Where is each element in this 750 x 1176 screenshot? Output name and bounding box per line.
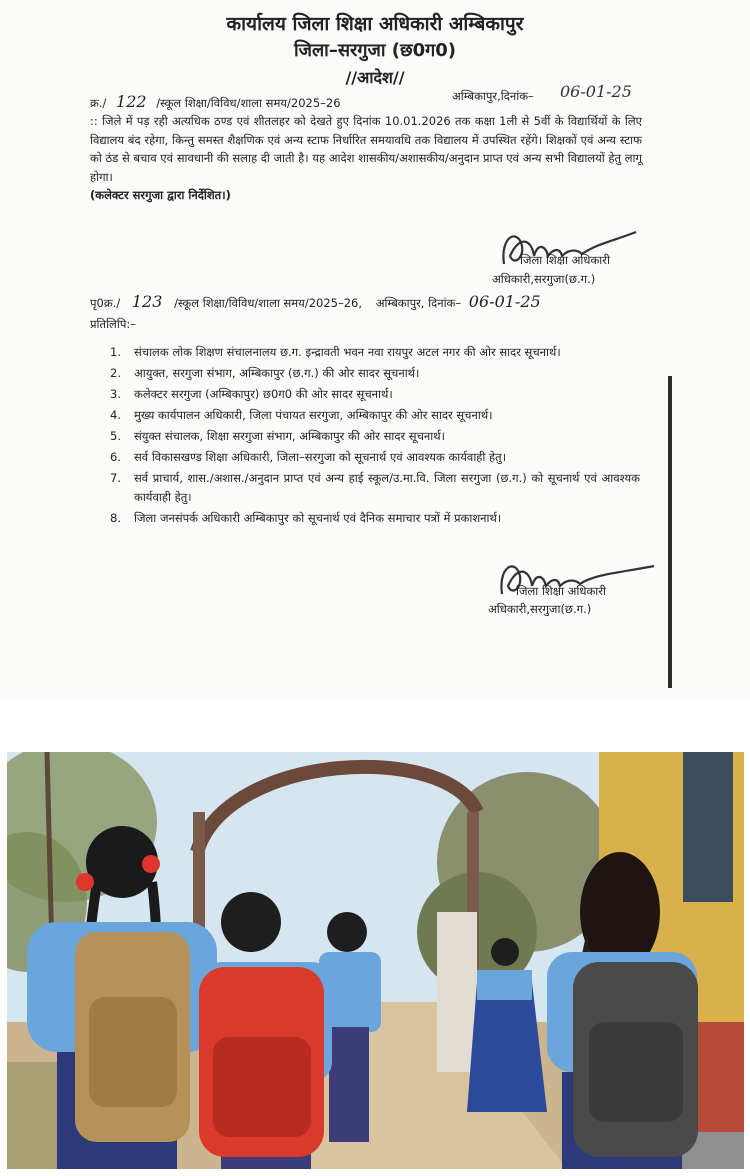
copy-list-item	[110, 427, 640, 446]
signature-1-office: अधिकारी,सरगुजा(छ.ग.)	[492, 272, 596, 286]
district-title: जिला–सरगुजा (छ0ग0)	[293, 40, 457, 61]
copy-list-number: 7.	[110, 471, 121, 485]
copy-list-item	[110, 469, 640, 507]
copy-list-text: आयुक्त, सरगुजा संभाग, अम्बिकापुर (छ.ग.) की ओर सादर सूचनार्थ।	[134, 366, 420, 380]
copy-list-item	[110, 448, 640, 467]
copy-list-text: संचालक लोक शिक्षण संचालनालय छ.ग. इन्द्रावती भवन नवा रायपुर अटल नगर की ओर सादर सूचनार्थ।	[134, 345, 561, 359]
copy-list-number: 5.	[110, 429, 121, 443]
endorse-place: अम्बिकापुर, दिनांक–	[375, 296, 462, 310]
copy-list-text: संयुक्त संचालक, शिक्षा सरगुजा संभाग, अम्बिकापुर की ओर सादर सूचनार्थ।	[134, 429, 445, 443]
order-body	[90, 112, 642, 205]
copy-list-number: 8.	[110, 511, 121, 525]
copy-list-number: 3.	[110, 387, 121, 401]
copy-list-item	[110, 385, 640, 404]
copy-list-text: मुख्य कार्यपालन अधिकारी, जिला पंचायत सरगुजा, अम्बिकापुर की ओर सादर सूचनार्थ।	[134, 408, 493, 422]
copy-list-item	[110, 509, 640, 528]
office-title: कार्यालय जिला शिक्षा अधिकारी अम्बिकापुर	[226, 13, 524, 35]
endorse-date: 06-01-25	[468, 292, 541, 311]
copy-list-number: 2.	[110, 366, 121, 380]
endorse-number: 123	[131, 292, 163, 311]
order-body-text: :: जिले में पड़ रही अत्यधिक ठण्ड एवं शीतलहर को देखते हुए दिनांक 10.01.2026 तक कक्षा 1ली से 5वीं के विद्यार्थियों के लिए विद्यालय बंद रहेगा, किन्तु समस्त शैक्षणिक एवं अन्य स्टाफ निर्धारित समयावधि तक विद्यालय में उपस्थित रहेंगे। शिक्षकों एवं अन्य स्टाफ को ठंड से बचाव एवं सावधानी की सलाह दी जाती है। यह आदेश शासकीय/अशासकीय/अनुदान प्राप्त एवं अन्य सभी विद्यालयों हेतु लागू होगा।	[90, 114, 642, 184]
students-walking-photo	[7, 752, 744, 1169]
endorse-reference: /स्कूल शिक्षा/विविध/शाला समय/2025–26,	[174, 296, 363, 310]
signature-2-title: जिला शिक्षा अधिकारी	[516, 584, 606, 598]
copy-list-item	[110, 406, 640, 425]
order-prefix: क्र./	[90, 96, 107, 110]
collector-note: (कलेक्टर सरगुजा द्वारा निर्देशित।)	[90, 188, 231, 202]
copy-list-number: 6.	[110, 450, 121, 464]
copy-list-item	[110, 343, 640, 362]
copy-list-item	[110, 364, 640, 383]
handwritten-date: 06-01-25	[560, 82, 632, 101]
order-reference: /स्कूल शिक्षा/विविध/शाला समय/2025–26	[156, 96, 341, 110]
order-heading: //आदेश//	[345, 68, 405, 87]
copy-list-number: 1.	[110, 345, 121, 359]
copy-list-text: कलेक्टर सरगुजा (अम्बिकापुर) छ0ग0 की ओर सादर सूचनार्थ।	[134, 387, 393, 401]
signature-1-title: जिला शिक्षा अधिकारी	[520, 253, 610, 267]
copy-label: प्रतिलिपि:–	[90, 317, 136, 331]
copy-list-text: सर्व प्राचार्य, शास./अशास./अनुदान प्राप्त एवं अन्य हाई स्कूल/उ.मा.वि. जिला सरगुजा (छ.ग.) को सूचनार्थ एवं आवश्यक कार्यवाही हेतु।	[134, 471, 640, 504]
copy-list	[110, 343, 640, 530]
copy-list-number: 4.	[110, 408, 121, 422]
copy-list-text: जिला जनसंपर्क अधिकारी अम्बिकापुर को सूचनार्थ एवं दैनिक समाचार पत्रों में प्रकाशनार्थ।	[134, 511, 502, 525]
signature-2-office: अधिकारी,सरगुजा(छ.ग.)	[488, 602, 592, 616]
margin-bar	[668, 376, 672, 688]
place-date-label: अम्बिकापुर,दिनांक–	[452, 89, 534, 103]
endorse-prefix: पृ0क्र./	[90, 296, 121, 310]
copy-list-text: सर्व विकासखण्ड शिक्षा अधिकारी, जिला–सरगुजा को सूचनार्थ एवं आवश्यक कार्यवाही हेतु।	[134, 450, 507, 464]
order-number: 122	[116, 92, 147, 111]
